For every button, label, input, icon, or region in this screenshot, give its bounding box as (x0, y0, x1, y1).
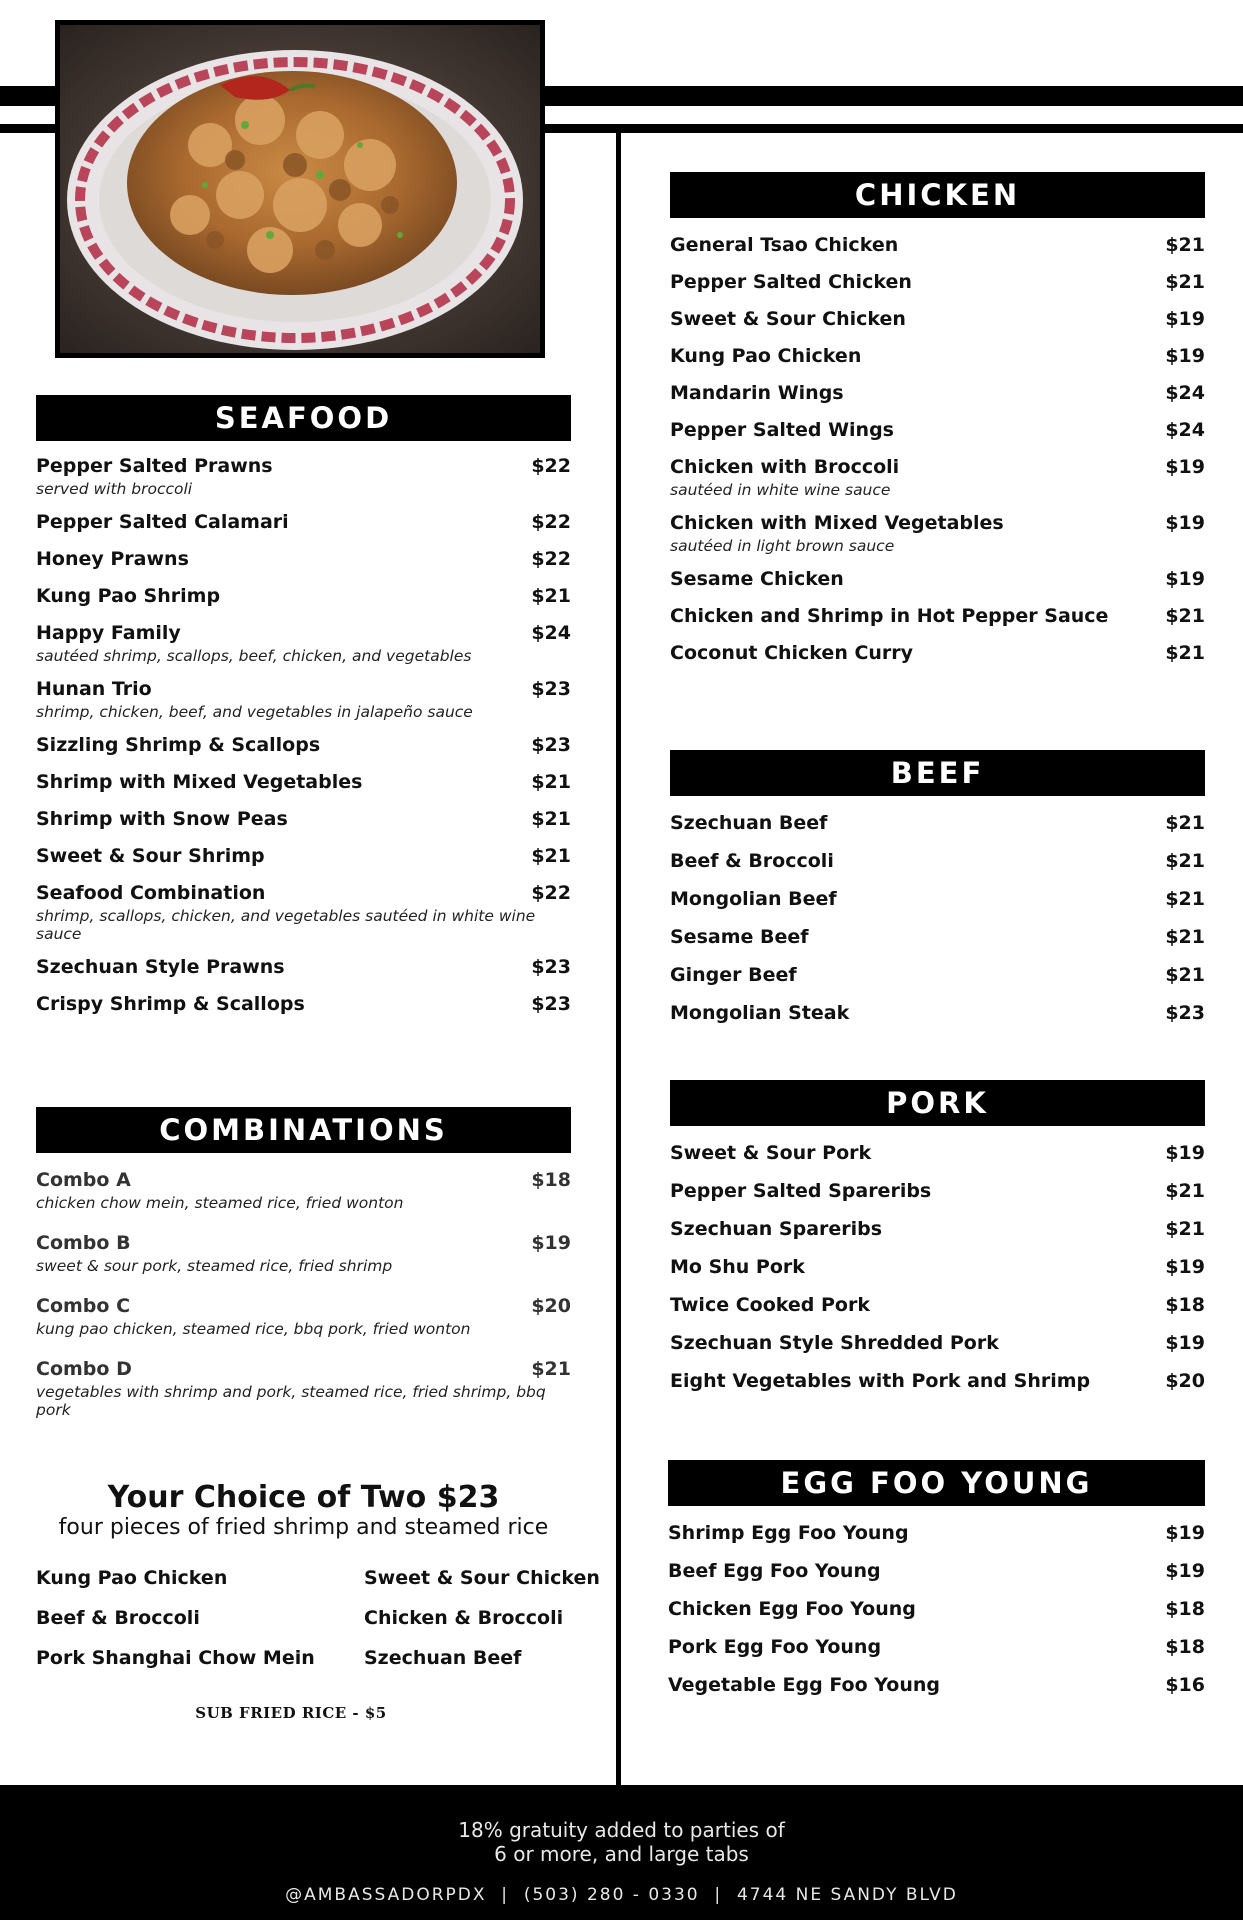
menu-item-price: $19 (1165, 1522, 1205, 1544)
menu-item (36, 771, 571, 793)
menu-item-name: Beef & Broccoli (670, 850, 834, 872)
menu-item-price: $19 (1165, 1142, 1205, 1164)
menu-item (670, 568, 1205, 590)
menu-item (670, 1180, 1205, 1202)
menu-item-name: Kung Pao Chicken (670, 345, 862, 367)
menu-item-description: chicken chow mein, steamed rice, fried wonton (36, 1194, 404, 1212)
menu-item-price: $21 (1165, 964, 1205, 986)
menu-item-price: $24 (1165, 419, 1205, 441)
menu-item-price: $23 (531, 734, 571, 756)
menu-item-name: Pepper Salted Calamari (36, 511, 289, 533)
menu-item-name: Chicken Egg Foo Young (668, 1598, 916, 1620)
menu-item (36, 993, 571, 1015)
combinations-header: COMBINATIONS (36, 1107, 571, 1153)
menu-item-name: Chicken with Broccoli (670, 456, 900, 478)
gratuity-line-2: 6 or more, and large tabs (494, 1842, 749, 1866)
menu-item-name: Sweet & Sour Pork (670, 1142, 872, 1164)
menu-item-name: Pork Egg Foo Young (668, 1636, 882, 1658)
menu-item (670, 271, 1205, 293)
menu-item-price: $24 (1165, 382, 1205, 404)
menu-item-price: $18 (1165, 1636, 1205, 1658)
menu-item (670, 1002, 1205, 1024)
menu-item (36, 1295, 571, 1338)
menu-item-price: $19 (1165, 308, 1205, 330)
beef-section (670, 750, 1205, 1040)
menu-item (36, 882, 571, 943)
combinations-section (36, 1107, 571, 1439)
menu-item (670, 308, 1205, 330)
menu-item-name: Chicken and Shrimp in Hot Pepper Sauce (670, 605, 1109, 627)
egg-foo-young-list (668, 1522, 1205, 1696)
menu-item-description: sautéed shrimp, scallops, beef, chicken, and vegetables (36, 647, 472, 665)
menu-item (36, 548, 571, 570)
menu-item (670, 1142, 1205, 1164)
menu-item (670, 1370, 1205, 1392)
menu-item-price: $21 (1165, 271, 1205, 293)
menu-item-price: $21 (1165, 642, 1205, 664)
menu-item (670, 926, 1205, 948)
menu-item-description: shrimp, chicken, beef, and vegetables in jalapeño sauce (36, 703, 473, 721)
menu-item (668, 1560, 1205, 1582)
menu-item (670, 234, 1205, 256)
menu-item (670, 512, 1205, 555)
menu-item-price: $22 (531, 882, 571, 904)
sub-fried-rice-note: SUB FRIED RICE - $5 (195, 1704, 387, 1722)
menu-item-description: vegetables with shrimp and pork, steamed rice, fried shrimp, bbq pork (36, 1383, 546, 1419)
column-divider (616, 133, 621, 1785)
menu-item-description: shrimp, scallops, chicken, and vegetables sautéed in white wine sauce (36, 907, 536, 943)
menu-item-price: $21 (1165, 1218, 1205, 1240)
menu-item-price: $23 (1165, 1002, 1205, 1024)
menu-item-price: $21 (1165, 234, 1205, 256)
menu-item-price: $19 (1165, 1560, 1205, 1582)
menu-item (668, 1636, 1205, 1658)
menu-item-name: Szechuan Spareribs (670, 1218, 883, 1240)
choice-item: Pork Shanghai Chow Mein (36, 1647, 315, 1669)
egg-foo-young-section (668, 1460, 1205, 1712)
menu-item (36, 622, 571, 665)
menu-item-price: $22 (531, 548, 571, 570)
menu-item-price: $21 (1165, 926, 1205, 948)
menu-item-description: sweet & sour pork, steamed rice, fried shrimp (36, 1257, 393, 1275)
menu-item-price: $23 (531, 678, 571, 700)
menu-item (668, 1674, 1205, 1696)
menu-item-name: Chicken with Mixed Vegetables (670, 512, 1004, 534)
menu-item-price: $21 (1165, 1180, 1205, 1202)
menu-item (36, 734, 571, 756)
menu-item-description: sautéed in light brown sauce (670, 537, 895, 555)
menu-item-price: $21 (531, 585, 571, 607)
menu-item-name: General Tsao Chicken (670, 234, 899, 256)
menu-item-price: $19 (1165, 1256, 1205, 1278)
menu-item-price: $21 (1165, 812, 1205, 834)
beef-list (670, 812, 1205, 1024)
menu-item-price: $21 (1165, 605, 1205, 627)
choice-item: Chicken & Broccoli (364, 1607, 564, 1629)
menu-item (670, 642, 1205, 664)
menu-item-price: $16 (1165, 1674, 1205, 1696)
menu-item-price: $18 (531, 1169, 571, 1191)
menu-item-name: Pepper Salted Spareribs (670, 1180, 932, 1202)
menu-item-name: Pepper Salted Chicken (670, 271, 912, 293)
menu-item-name: Sesame Beef (670, 926, 809, 948)
menu-item (670, 419, 1205, 441)
menu-item-name: Seafood Combination (36, 882, 266, 904)
menu-item-price: $19 (531, 1232, 571, 1254)
menu-item-price: $18 (1165, 1294, 1205, 1316)
menu-item (670, 456, 1205, 499)
menu-item-price: $19 (1165, 345, 1205, 367)
menu-item-name: Mandarin Wings (670, 382, 844, 404)
menu-item-name: Combo B (36, 1232, 131, 1254)
menu-item-name: Kung Pao Shrimp (36, 585, 221, 607)
menu-item (670, 964, 1205, 986)
combinations-list (36, 1169, 571, 1419)
menu-item-name: Szechuan Style Prawns (36, 956, 285, 978)
menu-item-price: $24 (531, 622, 571, 644)
menu-item-description: served with broccoli (36, 480, 193, 498)
menu-item-price: $22 (531, 511, 571, 533)
menu-item-price: $19 (1165, 512, 1205, 534)
menu-item-price: $23 (531, 993, 571, 1015)
menu-item-price: $22 (531, 455, 571, 477)
menu-item-name: Mo Shu Pork (670, 1256, 805, 1278)
menu-item-price: $19 (1165, 456, 1205, 478)
menu-item (36, 585, 571, 607)
beef-header: BEEF (670, 750, 1205, 796)
menu-item (670, 345, 1205, 367)
menu-item-name: Shrimp Egg Foo Young (668, 1522, 909, 1544)
menu-item-description: kung pao chicken, steamed rice, bbq pork, fried wonton (36, 1320, 471, 1338)
menu-item-name: Vegetable Egg Foo Young (668, 1674, 941, 1696)
menu-item (670, 812, 1205, 834)
menu-item-price: $18 (1165, 1598, 1205, 1620)
pork-header: PORK (670, 1080, 1205, 1126)
gratuity-note (0, 1818, 1243, 1866)
menu-item (670, 1218, 1205, 1240)
menu-item (668, 1522, 1205, 1544)
food-photo (55, 20, 545, 358)
seafood-header: SEAFOOD (36, 395, 571, 441)
menu-item (36, 678, 571, 721)
menu-item-name: Szechuan Beef (670, 812, 828, 834)
menu-item-name: Happy Family (36, 622, 181, 644)
menu-item-name: Pepper Salted Wings (670, 419, 894, 441)
menu-item-price: $19 (1165, 1332, 1205, 1354)
menu-item (36, 455, 571, 498)
seafood-section (36, 395, 571, 1030)
seafood-list (36, 455, 571, 1015)
menu-item-name: Pepper Salted Prawns (36, 455, 273, 477)
menu-item (36, 511, 571, 533)
menu-item (670, 605, 1205, 627)
menu-item-name: Mongolian Beef (670, 888, 837, 910)
choice-title: Your Choice of Two $23 (107, 1480, 500, 1515)
menu-item (36, 956, 571, 978)
menu-item-name: Coconut Chicken Curry (670, 642, 914, 664)
menu-item-name: Mongolian Steak (670, 1002, 850, 1024)
menu-item-name: Sweet & Sour Chicken (670, 308, 906, 330)
menu-item-name: Crispy Shrimp & Scallops (36, 993, 305, 1015)
choice-subtitle: four pieces of fried shrimp and steamed rice (58, 1515, 549, 1540)
menu-item-name: Shrimp with Snow Peas (36, 808, 288, 830)
menu-item (670, 382, 1205, 404)
menu-item-price: $21 (531, 1358, 571, 1380)
menu-item-price: $21 (531, 845, 571, 867)
menu-item (670, 1294, 1205, 1316)
chicken-list (670, 234, 1205, 664)
menu-item (36, 1232, 571, 1275)
pork-section (670, 1080, 1205, 1408)
menu-item (670, 1332, 1205, 1354)
menu-item (36, 808, 571, 830)
menu-item-name: Shrimp with Mixed Vegetables (36, 771, 363, 793)
menu-item-price: $21 (1165, 850, 1205, 872)
menu-item-price: $20 (531, 1295, 571, 1317)
menu-item (668, 1598, 1205, 1620)
menu-item (670, 888, 1205, 910)
menu-item-price: $21 (531, 808, 571, 830)
gratuity-line-1: 18% gratuity added to parties of (458, 1818, 785, 1842)
choice-item: Kung Pao Chicken (36, 1567, 228, 1589)
footer (0, 1785, 1243, 1920)
contact-info: @AMBASSADORPDX | (503) 280 - 0330 | 4744 NE SANDY BLVD (285, 1885, 958, 1905)
menu-item (36, 1169, 571, 1212)
menu-item-name: Combo D (36, 1358, 132, 1380)
menu-item-name: Eight Vegetables with Pork and Shrimp (670, 1370, 1091, 1392)
menu-item (36, 845, 571, 867)
menu-item (670, 850, 1205, 872)
menu-item-name: Twice Cooked Pork (670, 1294, 870, 1316)
egg-foo-young-header: EGG FOO YOUNG (668, 1460, 1205, 1506)
menu-item-name: Sweet & Sour Shrimp (36, 845, 265, 867)
menu-item-price: $21 (531, 771, 571, 793)
menu-item-description: sautéed in white wine sauce (670, 481, 891, 499)
menu-item-name: Combo C (36, 1295, 131, 1317)
menu-item-name: Szechuan Style Shredded Pork (670, 1332, 999, 1354)
menu-item-name: Sesame Chicken (670, 568, 844, 590)
menu-item-price: $21 (1165, 888, 1205, 910)
pork-list (670, 1142, 1205, 1392)
menu-item-name: Beef Egg Foo Young (668, 1560, 881, 1582)
menu-item (36, 1358, 571, 1419)
choice-item: Beef & Broccoli (36, 1607, 200, 1629)
menu-item-price: $19 (1165, 568, 1205, 590)
menu-item (670, 1256, 1205, 1278)
menu-item-name: Hunan Trio (36, 678, 152, 700)
chicken-header: CHICKEN (670, 172, 1205, 218)
choice-item: Sweet & Sour Chicken (364, 1567, 600, 1589)
menu-item-price: $23 (531, 956, 571, 978)
choice-item: Szechuan Beef (364, 1647, 522, 1669)
menu-item-price: $20 (1165, 1370, 1205, 1392)
menu-item-name: Ginger Beef (670, 964, 797, 986)
chicken-section (670, 172, 1205, 679)
menu-item-name: Honey Prawns (36, 548, 189, 570)
menu-item-name: Sizzling Shrimp & Scallops (36, 734, 321, 756)
menu-item-name: Combo A (36, 1169, 131, 1191)
